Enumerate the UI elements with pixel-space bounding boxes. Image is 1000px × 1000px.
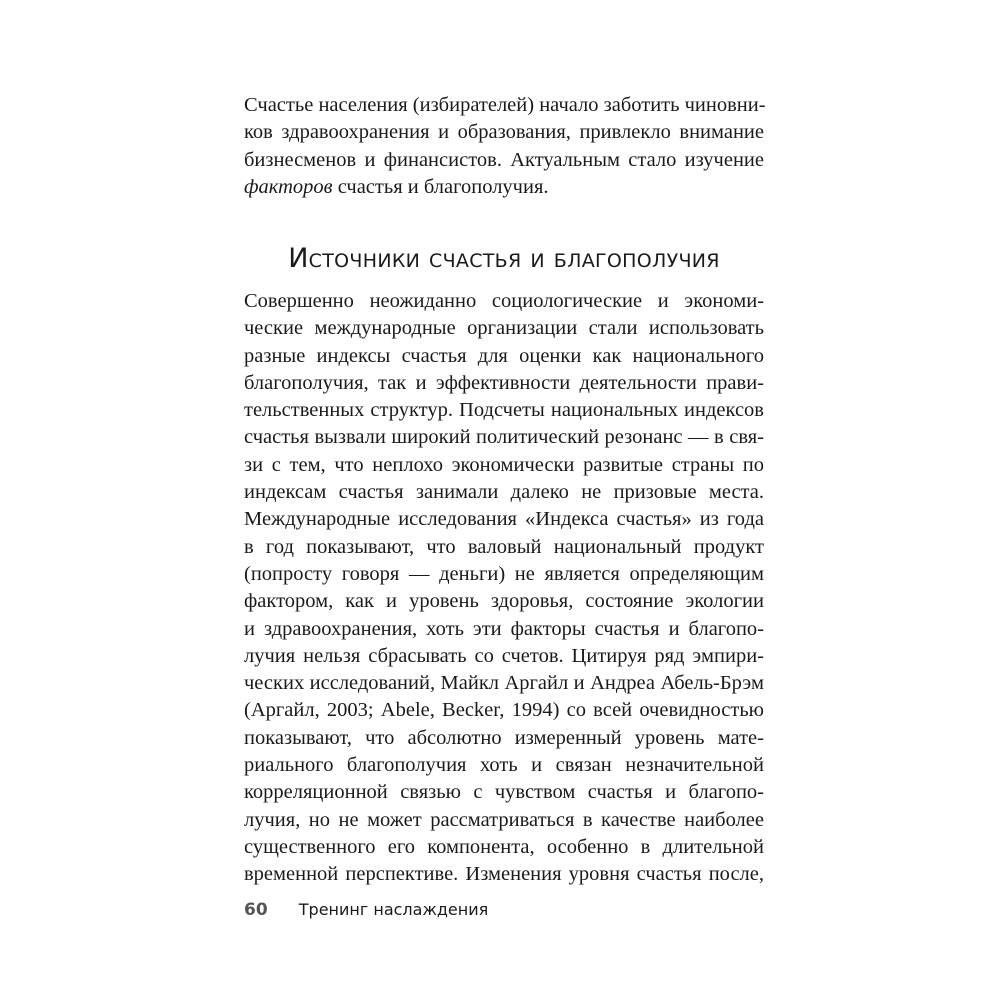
text-line: корреляционной связью с чувством счастья и благопо- (244, 781, 764, 804)
text-line: лучия, но не может рассматриваться в качестве наиболее (244, 808, 764, 831)
text-line: ков здравоохранения и образования, привлекло внимание (244, 121, 764, 144)
text-line: в год показывают, что валовый национальный продукт (244, 535, 764, 558)
text-line: счастья вызвали широкий политический резонанс — в свя- (244, 426, 764, 449)
text-line: фактором, как и уровень здоровья, состояние экологии (244, 590, 764, 613)
page-footer (244, 900, 488, 920)
text-fragment: счастья и благополучия. (332, 175, 549, 198)
text-line: (Аргайл, 2003; Abele, Becker, 1994) со всей очевидностью (244, 699, 764, 722)
text-line: Совершенно неожиданно социологические и экономи- (244, 290, 764, 312)
text-line: и здравоохранения, хоть эти факторы счастья и благопо- (244, 617, 764, 640)
text-line: разные индексы счастья для оценки как национального (244, 344, 764, 367)
text-line: благополучия, так и эффективности деятельности прави- (244, 371, 764, 394)
text-line (244, 174, 764, 201)
text-line: ческих исследований, Майкл Аргайл и Андреа Абель-Брэм (244, 672, 764, 695)
text-line: бизнесменов и финансистов. Актуальным стало изучение (244, 148, 764, 171)
text-line: показывают, что абсолютно измеренный уровень матe- (244, 726, 764, 749)
text-line: зи с тем, что неплохо экономически развитые страны по (244, 453, 764, 476)
text-line: тельственных структур. Подсчеты национальных индексов (244, 399, 764, 422)
italic-term: факторов (244, 175, 333, 198)
text-line: риального благополучия хоть и связан незначительной (244, 754, 764, 777)
page-number: 60 (244, 900, 268, 920)
text-line: существенного его компонента, особенно в длительной (244, 835, 764, 858)
text-line: ческие международные организации стали использовать (244, 317, 764, 340)
text-line: лучия нельзя сбрасывать со счетов. Цитируя ряд эмпири- (244, 644, 764, 667)
text-line: индексам счастья занимали далеко не призовые места. (244, 481, 764, 504)
text-line: временной перспективе. Изменения уровня счастья после, (244, 863, 764, 886)
text-line: Счастье населения (избирателей) начало заботить чиновни- (244, 94, 766, 116)
text-line: Международные исследования «Индекса счастья» из года (244, 508, 764, 531)
intro-paragraph (244, 92, 764, 201)
body-paragraph (244, 288, 764, 889)
text-line: (попросту говоря — деньги) не является определяющим (244, 562, 764, 585)
running-title: Тренинг наслаждения (298, 900, 489, 919)
section-heading: Источники счастья и благополучия (288, 243, 720, 274)
